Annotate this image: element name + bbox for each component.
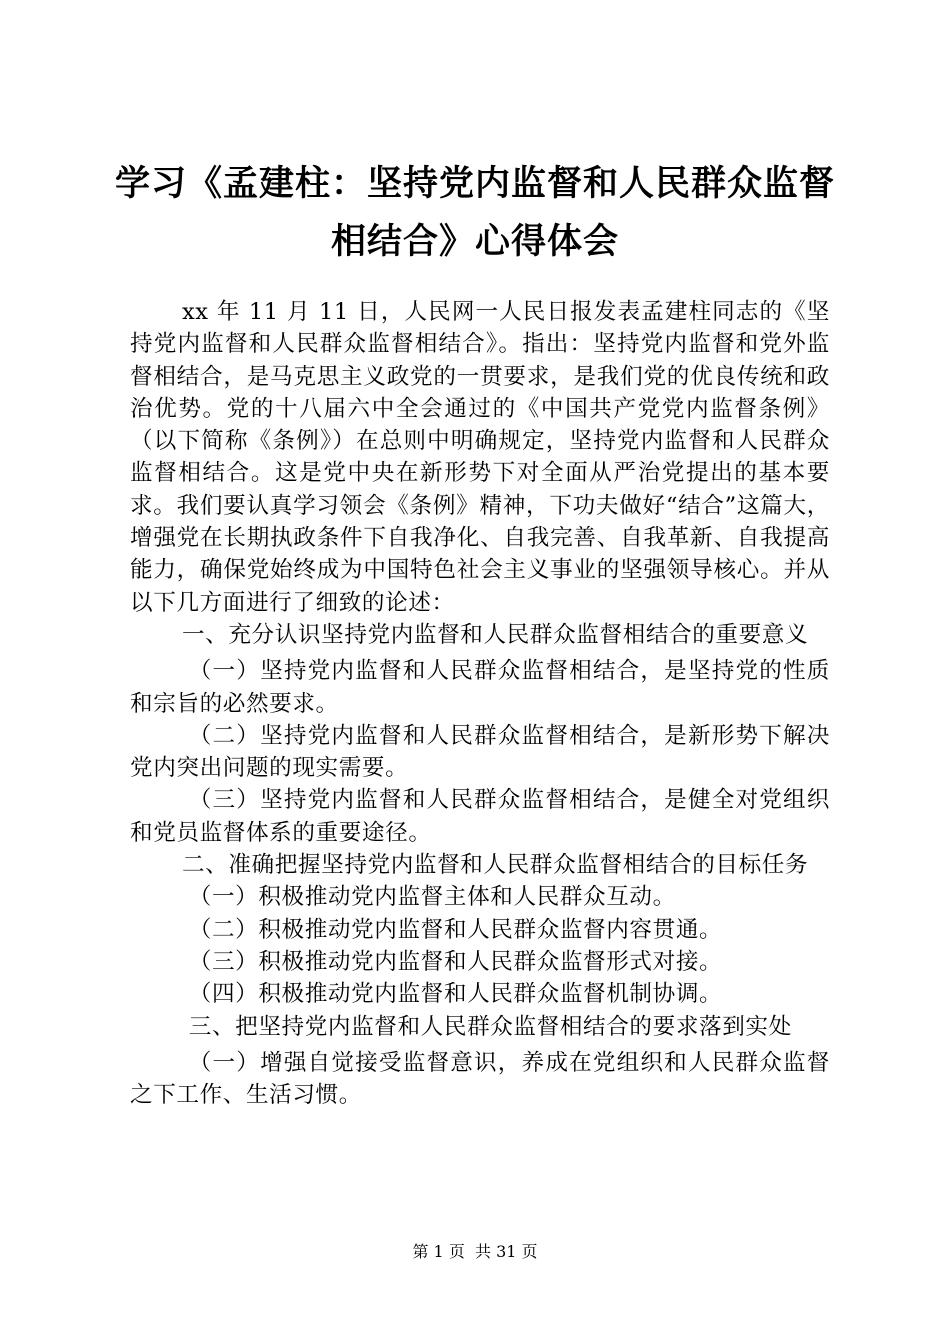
section-2-item-4: （四）积极推动党内监督和人民群众监督机制协调。 [188, 981, 723, 1008]
section-2-item-1: （一）积极推动党内监督主体和人民群众互动。 [188, 884, 676, 911]
section-heading-2: 二、准确把握坚持党内监督和人民群众监督相结合的目标任务 [181, 852, 809, 879]
paragraph-intro: xx 年 11 月 11 日，人民网一人民日报发表孟建柱同志的《坚持党内监督和人民群众监督相结合》。指出：坚持党内监督和党外监督相结合，是马克思主义政党的一贯要求，是我们党的优良传统和政治优势。党的十八届六中全会通过的《中国共产党党内监督条例》（以下简称《条例》）在总则中明确规定，坚持党内监督和人民群众监督相结合。这是党中央在新形势下对全面从严治党提出的基本要求。我们要认真学习领会《条例》精神，下功夫做好“结合”这篇大，增强党在长期执政条件下自我净化、自我完善、自我革新、自我提高能力，确保党始终成为中国特色社会主义事业的坚强领导核心。并从以下几方面进行了细致的论述： [130, 299, 830, 616]
section-heading-1: 一、充分认识坚持党内监督和人民群众监督相结合的重要意义 [181, 621, 809, 648]
section-2-item-3: （三）积极推动党内监督和人民群众监督形式对接。 [188, 948, 723, 975]
section-1-item-1: （一）坚持党内监督和人民群众监督相结合，是坚持党的性质和宗旨的必然要求。 [130, 658, 830, 717]
document-title-line-1: 学习《孟建柱：坚持党内监督和人民群众监督 [114, 164, 835, 204]
section-3-item-1: （一）增强自觉接受监督意识，养成在党组织和人民群众监督之下工作、生活习惯。 [130, 1049, 830, 1109]
section-2-item-2: （二）积极推动党内监督和人民群众监督内容贯通。 [188, 916, 723, 943]
document-body [130, 296, 830, 1111]
section-1-item-2: （二）坚持党内监督和人民群众监督相结合，是新形势下解决党内突出问题的现实需要。 [130, 722, 830, 782]
page-footer: 第 1 页 共 31 页 [412, 1242, 538, 1261]
document-title-line-2: 相结合》心得体会 [330, 222, 619, 262]
section-heading-3: 三、把坚持党内监督和人民群众监督相结合的要求落到实处 [188, 1013, 792, 1040]
section-1-item-3: （三）坚持党内监督和人民群众监督相结合，是健全对党组织和党员监督体系的重要途径。 [130, 787, 830, 846]
